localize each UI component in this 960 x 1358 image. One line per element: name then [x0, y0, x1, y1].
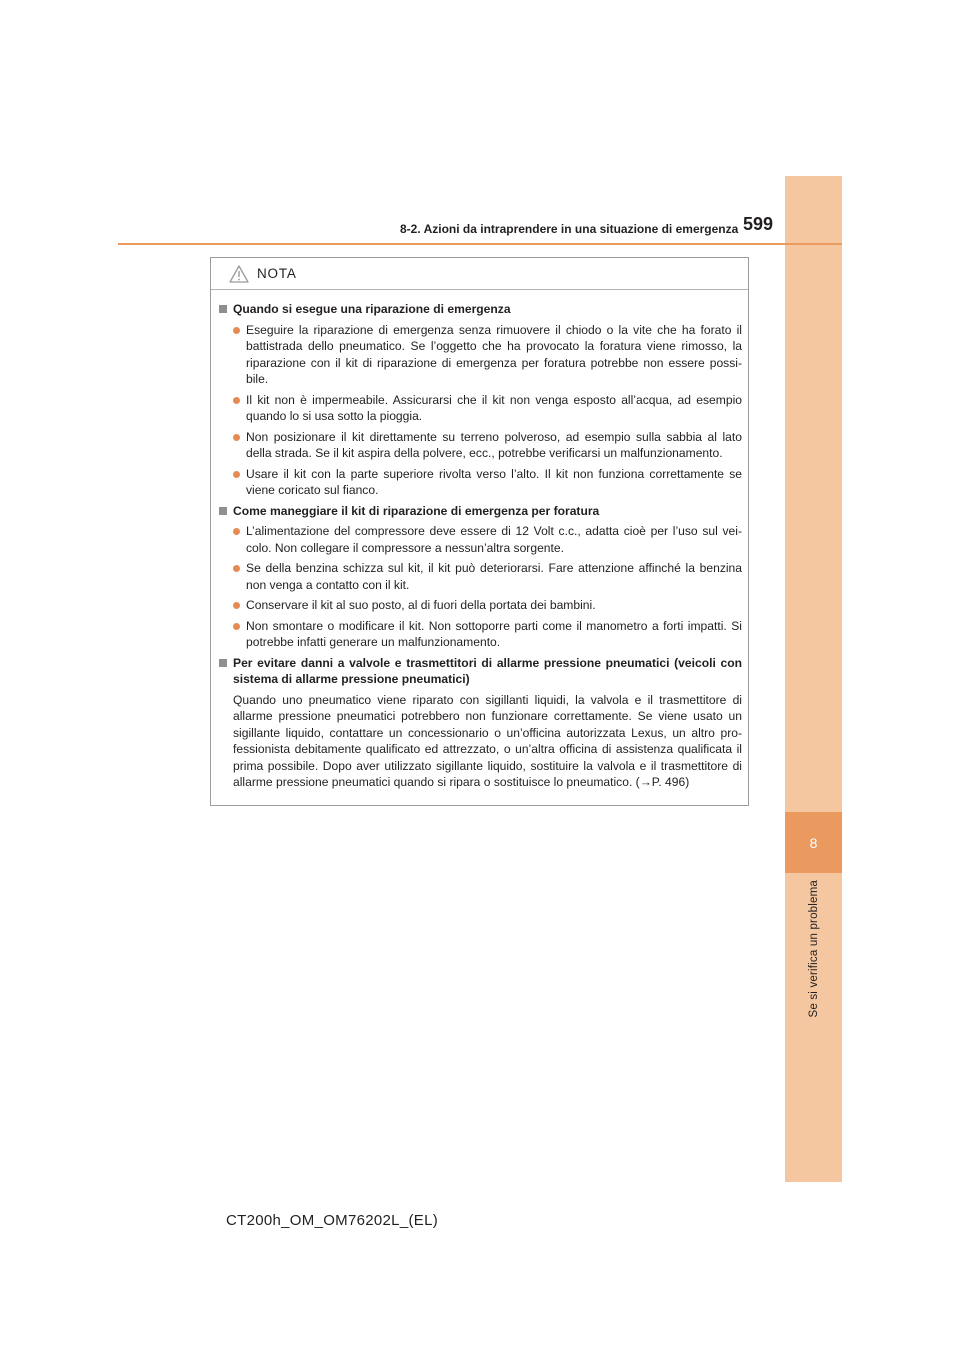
square-bullet-icon: [219, 659, 227, 667]
list-item-text: Il kit non è impermeabile. Assicurarsi che il kit non venga esposto all’acqua, ad esempio quando lo si usa sotto la pioggia.: [246, 392, 742, 423]
dot-bullet-icon: [233, 434, 240, 441]
chapter-number: 8: [785, 812, 842, 873]
dot-bullet-icon: [233, 565, 240, 572]
dot-bullet-icon: [233, 528, 240, 535]
list-item-text: Usare il kit con la parte superiore rivolta verso l’alto. Il kit non funziona correttamente se viene coricato sul fianco.: [246, 466, 742, 497]
note-section: [219, 655, 742, 791]
list-item-text: Eseguire la riparazione di emergenza senza rimuovere il chiodo o la vite che ha forato il battistrada dello pneumatico. Se l’oggetto che ha provocato la foratura viene rimosso, la riparazione con il kit di riparazione di emergenza per foratura potrebbe non essere possi-bile.: [246, 322, 742, 386]
dot-bullet-icon: [233, 623, 240, 630]
bullet-list: [219, 322, 742, 499]
chapter-title-text: Se si verifica un problema: [807, 880, 820, 1018]
list-item: [233, 429, 742, 462]
dot-bullet-icon: [233, 327, 240, 334]
paragraph-close: ): [685, 775, 690, 789]
list-item: [233, 523, 742, 556]
section-heading-text: Come maneggiare il kit di riparazione di emergenza per foratura: [233, 503, 600, 518]
list-item-text: Se della benzina schizza sul kit, il kit può deteriorarsi. Fare attenzione affinché la benzina non venga a contatto con il kit.: [246, 561, 742, 592]
note-section: [219, 301, 742, 499]
list-item-text: Conservare il kit al suo posto, al di fuori della portata dei bambini.: [246, 598, 596, 612]
square-bullet-icon: [219, 305, 227, 313]
section-heading-text: Per evitare danni a valvole e trasmettitori di allarme pressione pneumatici (veicoli con sistema di allarme pressione pneumatici): [233, 655, 742, 686]
page-number: 599: [742, 214, 773, 234]
section-paragraph: [233, 692, 742, 791]
chapter-side-tab: [785, 176, 842, 1182]
note-header: [211, 258, 748, 290]
section-heading: [219, 655, 742, 688]
list-item-text: Non posizionare il kit direttamente su terreno polveroso, ad esempio sulla sabbia al lato della strada. Se il kit aspira della polvere, ecc., potrebbe verificarsi un malfunzionamento.: [246, 429, 742, 460]
note-body: [211, 290, 748, 791]
section-heading-text: Quando si esegue una riparazione di emergenza: [233, 302, 511, 316]
paragraph-text: Quando uno pneumatico viene riparato con sigillanti liquidi, la valvola e il trasmettitore di allarme pressione pneumatici potrebbero non funzionare correttamente. Se viene usato un sigillante liquido, contattare un concessionario o un’officina autorizzata Lexus, un altro pro-fessionista debitamente qualificato ed attrezzato, o un’altra officina di assistenza qualificata il prima possibile. Dopo aver utilizzato sigillante liquido, sostituire la valvola e il trasmettitore di allarme pressione pneumatici quando si ripara o sostituisce lo pneumatico. (: [233, 692, 742, 789]
bullet-list: [219, 523, 742, 651]
dot-bullet-icon: [233, 397, 240, 404]
dot-bullet-icon: [233, 471, 240, 478]
list-item: [233, 597, 742, 614]
chapter-title: [786, 880, 841, 1020]
header-divider: [118, 243, 842, 245]
list-item: [233, 560, 742, 593]
list-item: [233, 322, 742, 388]
dot-bullet-icon: [233, 602, 240, 609]
list-item-text: L’alimentazione del compressore deve essere di 12 Volt c.c., adatta cioè per l’uso sul vei-colo. Non collegare il compressore a nessun’altra sorgente.: [246, 524, 742, 555]
section-heading: [219, 503, 742, 520]
list-item: [233, 392, 742, 425]
note-section: [219, 503, 742, 651]
list-item: [233, 618, 742, 651]
header-section-title: 8-2. Azioni da intraprendere in una situazione di emergenza: [400, 222, 739, 236]
warning-triangle-icon: [229, 265, 249, 283]
note-title: NOTA: [257, 266, 297, 281]
page-reference-link[interactable]: P. 496: [651, 775, 686, 789]
section-heading: [219, 301, 742, 318]
note-box: [210, 257, 749, 806]
list-item-text: Non smontare o modificare il kit. Non sottoporre parti come il manometro a forti impatti. Si potrebbe infatti generare un malfunzionamento.: [246, 618, 742, 649]
arrow-right-icon: →: [639, 775, 652, 789]
list-item: [233, 466, 742, 499]
document-code: CT200h_OM_OM76202L_(EL): [226, 1212, 439, 1229]
square-bullet-icon: [219, 507, 227, 515]
